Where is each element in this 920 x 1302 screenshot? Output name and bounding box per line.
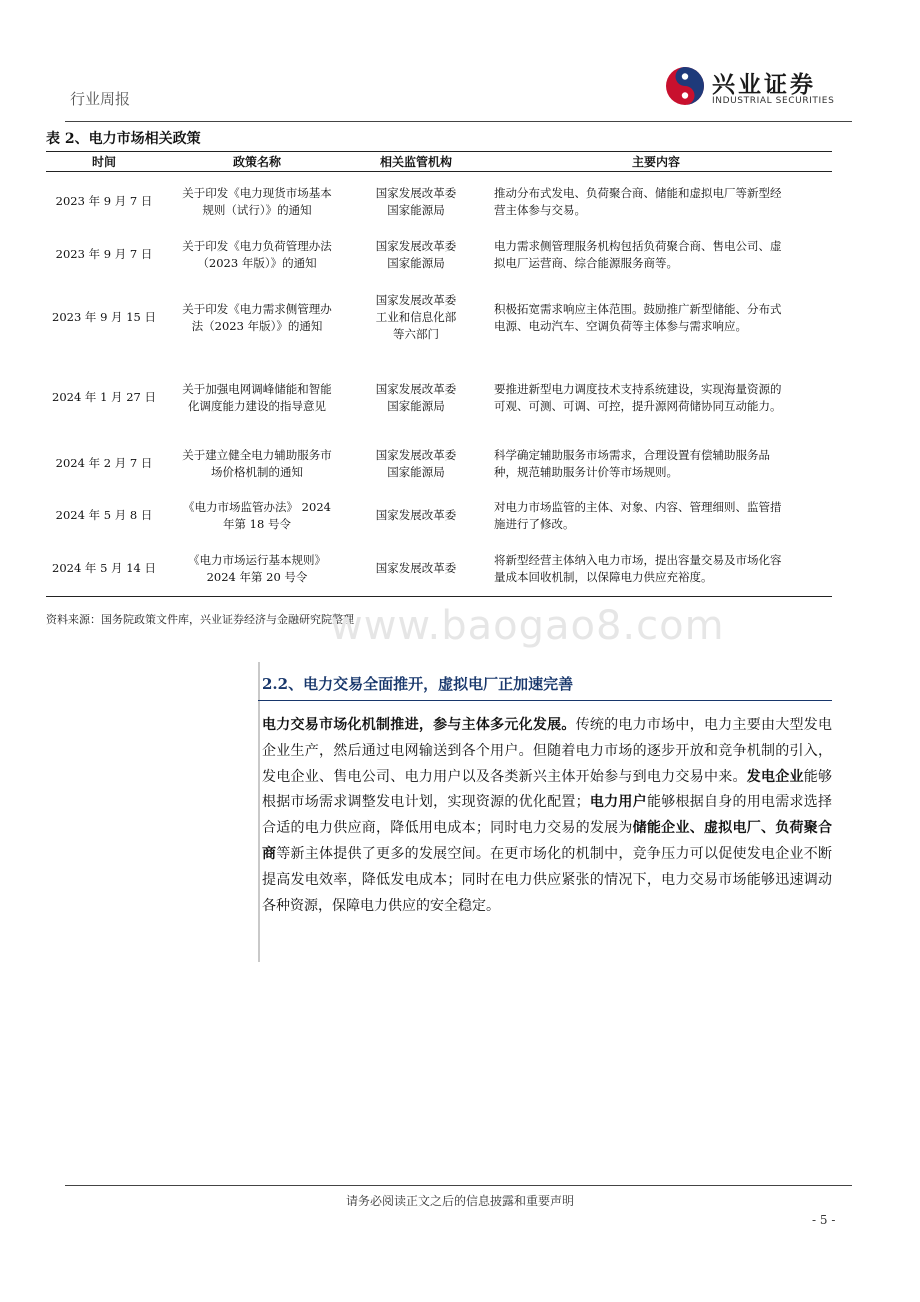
paragraph-bold-term: 储能企业、虚拟电厂、负荷聚合商 xyxy=(262,820,833,862)
table-title: 表 2、电力市场相关政策 xyxy=(46,131,201,147)
cell-content xyxy=(480,490,832,542)
cell-policy-name xyxy=(162,232,352,278)
cell-line: 施进行了修改。 xyxy=(494,516,575,531)
table-header-row xyxy=(46,152,832,172)
cell-date: 2023 年 9 月 15 日 xyxy=(52,310,156,324)
paragraph-bold-term: 发电企业 xyxy=(746,768,804,785)
paragraph-text: 能够根据自身的用电需求选择合适的电力供应商，降低用电成本；同时电力交易的发展为 xyxy=(262,794,833,837)
cell-line: 国家能源局 xyxy=(387,202,445,217)
cell-date: 2024 年 5 月 14 日 xyxy=(46,542,162,597)
cell-line: 关于印发《电力现货市场基本 xyxy=(182,185,332,200)
table-row xyxy=(46,542,832,597)
table-source-note: 资料来源：国务院政策文件库，兴业证券经济与金融研究院整理 xyxy=(46,613,354,626)
cell-policy-name xyxy=(162,358,352,438)
cell-line: 科学确定辅助服务市场需求，合理设置有偿辅助服务品 xyxy=(494,447,770,462)
cell-line: 将新型经营主体纳入电力市场，提出容量交易及市场化容 xyxy=(494,552,782,567)
section-side-bar xyxy=(258,662,260,962)
cell-line: 国家发展改革委 xyxy=(375,508,457,522)
cell-date: 2023 年 9 月 7 日 xyxy=(55,247,153,261)
cell-date: 2024 年 5 月 8 日 xyxy=(55,508,153,522)
cell-agency xyxy=(352,358,480,438)
cell-line: 关于建立健全电力辅助服务市 xyxy=(182,447,332,462)
cell-line: （2023 年版）》的通知 xyxy=(197,255,317,270)
cell-line: 国家能源局 xyxy=(387,255,445,270)
paragraph-text: 等新主体提供了更多的发展空间。在更市场化的机制中，竞争压力可以促使发电企业不断提高发电效率，降低发电成本；同时在电力供应紧张的情况下，电力交易市场能够迅速调动各种资源，保障电力供应的安全稳定。 xyxy=(262,845,833,914)
paragraph-text: 能够根据市场需求调整发电计划，实现资源的优化配置； xyxy=(262,768,833,811)
paragraph-text: 传统的电力市场中，电力主要由大型发电企业生产，然后通过电网输送到各个用户。但随着电力市场的逐步开放和竞争机制的引入，发电企业、售电公司、电力用户以及各类新兴主体开始参与到电力交易中来。 xyxy=(262,717,832,785)
cell-content xyxy=(480,278,832,358)
cell-line: 电源、电动汽车、空调负荷等主体参与需求响应。 xyxy=(494,318,747,333)
cell-policy-name xyxy=(162,542,352,597)
table-row xyxy=(46,490,832,542)
section-heading-underline xyxy=(258,700,832,701)
cell-line: 种，规范辅助服务计价等市场规则。 xyxy=(494,464,678,479)
table-row xyxy=(46,232,832,278)
policy-table xyxy=(46,151,832,597)
paragraph-bold-term: 电力用户 xyxy=(589,794,647,811)
cell-line: 国家发展改革委 xyxy=(375,447,457,462)
section-heading: 2.2、电力交易全面推开，虚拟电厂正加速完善 xyxy=(262,675,574,693)
cell-line: 国家能源局 xyxy=(387,398,445,413)
report-category: 行业周报 xyxy=(70,90,131,108)
cell-line: 《电力市场运行基本规则》 xyxy=(188,552,326,567)
column-header-agency: 相关监管机构 xyxy=(352,152,480,172)
cell-line: 营主体参与交易。 xyxy=(494,202,586,217)
column-header-content: 主要内容 xyxy=(480,152,832,172)
footer-divider xyxy=(65,1185,852,1186)
footer-disclaimer: 请务必阅读正文之后的信息披露和重要声明 xyxy=(345,1194,574,1208)
cell-line: 化调度能力建设的指导意见 xyxy=(188,398,326,413)
cell-content xyxy=(480,172,832,232)
logo-mark-icon xyxy=(664,64,706,108)
cell-date: 2023 年 9 月 7 日 xyxy=(55,194,153,209)
cell-line: 国家发展改革委 xyxy=(375,238,457,253)
company-logo xyxy=(662,64,852,110)
cell-line: 工业和信息化部 xyxy=(375,310,457,324)
table-row xyxy=(46,438,832,490)
cell-policy-name xyxy=(162,172,352,232)
cell-line: 年第 18 号令 xyxy=(223,516,291,531)
cell-line: 等六部门 xyxy=(393,327,439,341)
cell-agency xyxy=(352,542,480,597)
cell-line: 国家发展改革委 xyxy=(375,561,457,576)
cell-policy-name xyxy=(162,490,352,542)
cell-date: 2024 年 2 月 7 日 xyxy=(55,456,153,470)
cell-line: 关于印发《电力负荷管理办法 xyxy=(182,238,332,253)
cell-line: 可观、可测、可调、可控，提升源网荷储协同互动能力。 xyxy=(494,398,782,413)
section-paragraph xyxy=(262,713,832,919)
cell-line: 电力需求侧管理服务机构包括负荷聚合商、售电公司、虚 xyxy=(494,238,782,253)
logo-english-name: INDUSTRIAL SECURITIES xyxy=(712,96,835,106)
column-header-date: 时间 xyxy=(46,152,162,172)
cell-line: 积极拓宽需求响应主体范围。鼓励推广新型储能、分布式 xyxy=(494,301,782,316)
cell-line: 国家发展改革委 xyxy=(375,293,457,307)
cell-line: 法（2023 年版）》的通知 xyxy=(191,318,323,333)
cell-line: 拟电厂运营商、综合能源服务商等。 xyxy=(494,255,678,270)
cell-line: 国家发展改革委 xyxy=(375,185,457,200)
cell-line: 《电力市场监管办法》 2024 xyxy=(183,499,331,514)
cell-content xyxy=(480,232,832,278)
cell-content xyxy=(480,358,832,438)
cell-policy-name xyxy=(162,438,352,490)
cell-content xyxy=(480,542,832,597)
table-row xyxy=(46,172,832,232)
cell-line: 规则（试行）》的通知 xyxy=(202,202,312,217)
logo-chinese-name: 兴业证券 xyxy=(712,72,816,98)
table-row xyxy=(46,278,832,358)
cell-line: 关于印发《电力需求侧管理办 xyxy=(182,301,332,316)
cell-policy-name xyxy=(162,278,352,358)
cell-line: 国家能源局 xyxy=(387,464,445,479)
cell-line: 对电力市场监管的主体、对象、内容、管理细则、监管措 xyxy=(494,499,782,514)
cell-agency xyxy=(352,438,480,490)
cell-line: 2024 年第 20 号令 xyxy=(206,569,308,584)
cell-agency xyxy=(352,490,480,542)
paragraph-lead: 电力交易市场化机制推进，参与主体多元化发展。 xyxy=(262,717,576,733)
cell-agency xyxy=(352,278,480,358)
cell-agency xyxy=(352,232,480,278)
header-divider xyxy=(65,121,852,122)
table-row xyxy=(46,358,832,438)
cell-line: 量成本回收机制，以保障电力供应充裕度。 xyxy=(494,569,713,584)
cell-line: 关于加强电网调峰储能和智能 xyxy=(182,381,332,396)
cell-line: 要推进新型电力调度技术支持系统建设，实现海量资源的 xyxy=(494,381,782,396)
cell-line: 推动分布式发电、负荷聚合商、储能和虚拟电厂等新型经 xyxy=(494,185,782,200)
page-number: - 5 - xyxy=(812,1213,836,1227)
cell-content xyxy=(480,438,832,490)
column-header-policy: 政策名称 xyxy=(162,152,352,172)
watermark: www.baogao8.com xyxy=(330,603,725,649)
cell-line: 国家发展改革委 xyxy=(375,381,457,396)
cell-date: 2024 年 1 月 27 日 xyxy=(52,390,156,404)
cell-agency xyxy=(352,172,480,232)
cell-line: 场价格机制的通知 xyxy=(211,464,303,479)
